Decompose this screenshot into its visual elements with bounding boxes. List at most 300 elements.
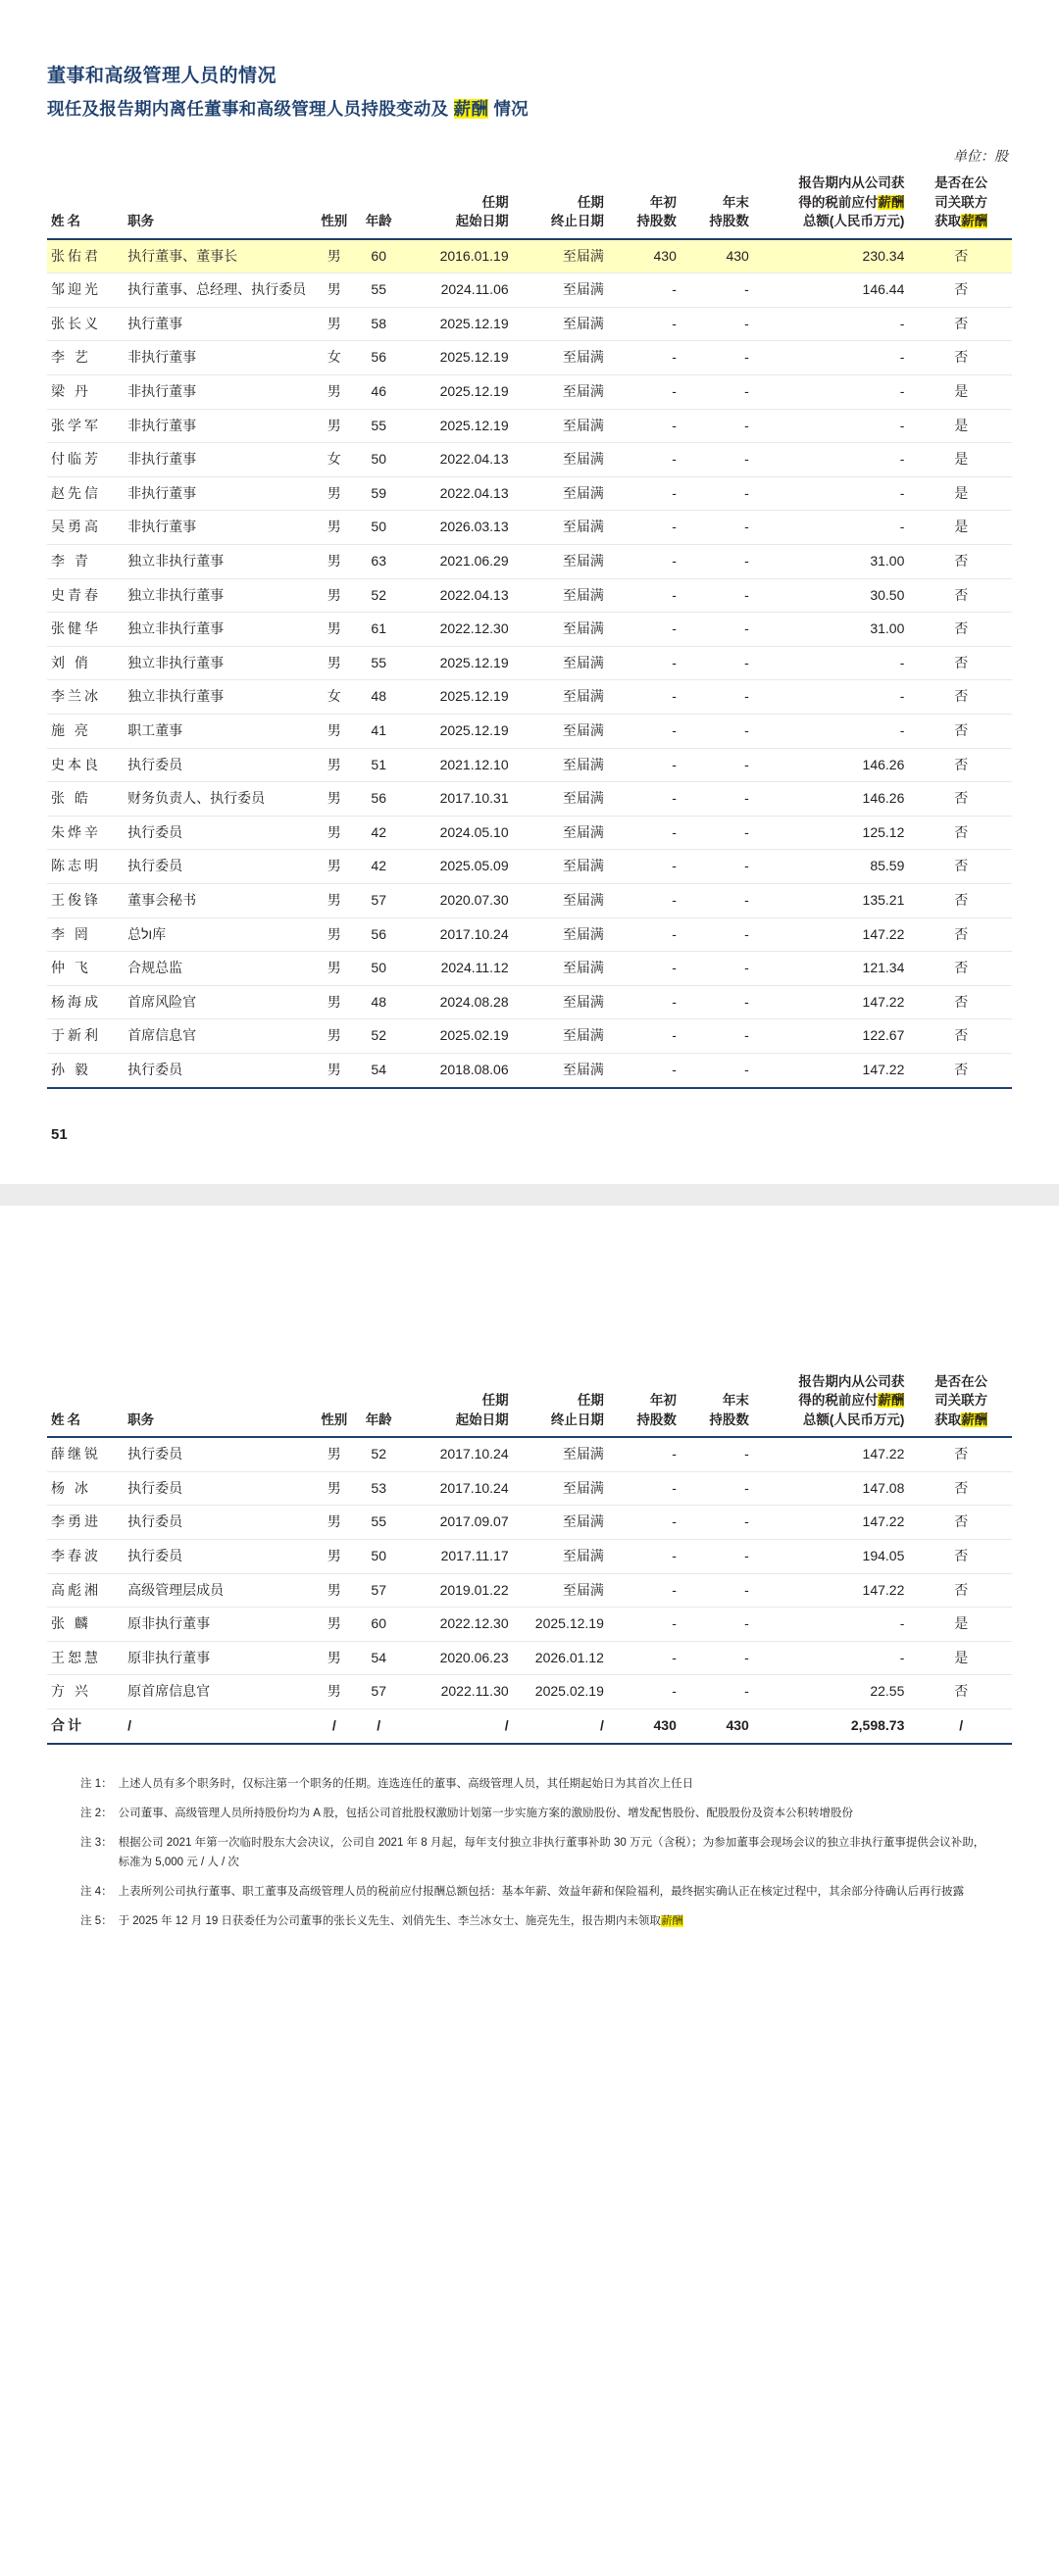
col-header-related-party [910,173,1012,239]
cell-term-start: 2017.10.31 [403,782,515,817]
cell-term-start: 2025.02.19 [403,1019,515,1054]
total-shares-begin: 430 [610,1709,682,1743]
cell-post: 执行董事 [122,307,314,341]
cell-post: 独立非执行董事 [122,545,314,579]
cell-sex: 男 [327,1061,341,1077]
cell-related-party: 是 [910,375,1012,410]
col2-header-term-end-line2: 终止日期 [550,1412,604,1427]
cell-age: 56 [355,917,403,952]
cell-remuneration: 146.26 [755,748,911,782]
cell-post: 原非执行董事 [122,1641,314,1675]
cell-age: 54 [355,1641,403,1675]
cell-sex: 男 [314,1471,355,1506]
directors-table-part2 [47,1372,1012,1745]
cell-shares-end: - [682,715,755,749]
table-row [47,545,1012,579]
cell-remuneration: 194.05 [755,1540,911,1574]
col2-header-term-end-line1: 任期 [577,1393,604,1409]
cell-shares-begin: - [610,985,682,1019]
cell-age: 55 [355,646,403,680]
cell-name: 邹迎光 [47,273,122,308]
cell-shares-end: - [682,476,755,511]
table-row [47,476,1012,511]
col2-header-term-start-line2: 起始日期 [455,1412,509,1427]
col2-header-remuneration [755,1372,911,1438]
cell-name: 于新利 [47,1019,122,1054]
col2-header-related-party-line3: 获取薪酬 [934,1412,988,1427]
cell-remuneration: - [755,375,911,410]
cell-term-end: 至届满 [515,511,610,545]
cell-shares-begin: - [610,782,682,817]
table-row [47,715,1012,749]
cell-term-end: 至届满 [515,476,610,511]
footnote-text: 根据公司 2021 年第一次临时股东大会决议，公司自 2021 年 8 月起，每年支付独立非执行董事补助 30 万元（含税）；为参加董事会现场会议的独立非执行董事提供会议补助，标准为 5,000 元 / 人 / 次 [118,1836,985,1868]
cell-term-start: 2024.11.06 [403,273,515,308]
cell-term-end: 至届满 [515,646,610,680]
cell-name: 朱烨辛 [47,816,122,850]
col-header-term-start [403,173,515,239]
cell-term-start: 2017.09.07 [403,1506,515,1540]
cell-sex: 男 [314,1019,355,1054]
cell-term-start: 2025.12.19 [403,341,515,375]
footnote-text: 上表所列公司执行董事、职工董事及高级管理人员的税前应付报酬总额包括：基本年薪、效益年薪和保险福利，最终据实确认正在核定过程中，其余部分待确认后再行披露 [118,1886,965,1899]
cell-term-end: 至届满 [515,952,610,986]
cell-name: 王俊锋 [47,883,122,917]
cell-term-end: 至届满 [515,409,610,443]
total-term-end: / [515,1709,610,1743]
cell-term-start: 2022.11.30 [403,1675,515,1709]
cell-age: 57 [355,1573,403,1608]
cell-shares-begin: - [610,850,682,884]
table-row [47,511,1012,545]
cell-age: 55 [355,409,403,443]
cell-post: 职工董事 [122,715,314,749]
cell-shares-end: - [682,1019,755,1054]
cell-shares-end: - [682,850,755,884]
cell-name: 张 皓 [47,782,122,817]
col-header-shares-begin-line1: 年初 [649,194,677,210]
col2-header-remuneration-line3: 总额(人民币万元) [802,1412,905,1427]
cell-related-party: 否 [910,545,1012,579]
cell-remuneration: 147.22 [755,1437,911,1471]
cell-term-start: 2025.12.19 [403,646,515,680]
cell-name: 张佑君 [47,239,122,273]
col2-header-related-party-line2: 司关联方 [934,1393,988,1409]
cell-shares-begin: - [610,409,682,443]
col-header-term-start-line2: 起始日期 [455,214,509,229]
col-header-term-end-line2: 终止日期 [550,214,604,229]
bottom-spacer [47,1941,1012,2029]
cell-shares-begin: - [610,273,682,308]
table-row [47,850,1012,884]
footnote [80,1911,992,1931]
col2-header-name: 姓名 [47,1372,122,1438]
cell-shares-begin: - [610,443,682,477]
cell-term-start: 2022.04.13 [403,578,515,613]
cell-age: 56 [355,341,403,375]
col2-header-term-start [403,1372,515,1438]
table-row [47,307,1012,341]
cell-term-end: 至届满 [515,273,610,308]
cell-remuneration: 122.67 [755,1019,911,1054]
cell-name: 李兰冰 [47,680,122,715]
cell-shares-begin: - [610,816,682,850]
col2-header-term-end [515,1372,610,1438]
cell-term-start: 2017.10.24 [403,1471,515,1506]
cell-post: 非执行董事 [122,409,314,443]
cell-sex: 女 [314,443,355,477]
cell-shares-end: - [682,375,755,410]
cell-name: 李 青 [47,545,122,579]
cell-name: 高彪湘 [47,1573,122,1608]
cell-shares-begin: - [610,680,682,715]
cell-term-start: 2025.12.19 [403,715,515,749]
cell-age: 57 [355,883,403,917]
cell-shares-end: - [682,952,755,986]
table-row [47,782,1012,817]
cell-shares-begin: - [610,952,682,986]
cell-term-end: 至届满 [562,1061,604,1077]
cell-term-start: 2025.12.19 [403,409,515,443]
cell-name: 王恕慧 [47,1641,122,1675]
cell-sex: 男 [314,375,355,410]
cell-remuneration: 146.26 [755,782,911,817]
cell-sex: 男 [314,1641,355,1675]
col-header-term-end [515,173,610,239]
cell-term-start: 2019.01.22 [403,1573,515,1608]
cell-term-end: 2025.02.19 [515,1675,610,1709]
cell-term-start: 2016.01.19 [403,239,515,273]
cell-shares-begin: - [610,1573,682,1608]
cell-remuneration: 121.34 [755,952,911,986]
cell-shares-begin: - [610,1437,682,1471]
cell-name: 付临芳 [47,443,122,477]
cell-post: 执行董事、总经理、执行委员 [122,273,314,308]
cell-age: 42 [355,850,403,884]
cell-shares-begin: - [610,883,682,917]
footnote-label: 注 4： [80,1886,113,1899]
cell-age: 60 [355,239,403,273]
cell-post: 合规总监 [122,952,314,986]
col2-header-term-start-line1: 任期 [481,1393,509,1409]
cell-term-end: 至届满 [515,748,610,782]
cell-shares-begin: - [610,646,682,680]
cell-post: 原非执行董事 [122,1608,314,1642]
cell-shares-begin: - [610,917,682,952]
cell-related-party: 否 [910,646,1012,680]
cell-name: 张 麟 [47,1608,122,1642]
cell-remuneration: 22.55 [755,1675,911,1709]
col-header-shares-begin-line2: 持股数 [636,214,677,229]
cell-age: 51 [355,748,403,782]
cell-age: 52 [355,1437,403,1471]
col-header-term-end-line1: 任期 [577,194,604,210]
cell-term-start: 2020.07.30 [403,883,515,917]
cell-related-party: 是 [910,443,1012,477]
table-row [47,1053,1012,1087]
cell-post: 执行董事、董事长 [122,239,314,273]
cell-shares-begin: - [610,1641,682,1675]
page-subtitle-part2: 情况 [488,99,529,119]
cell-remuneration: - [755,680,911,715]
cell-remuneration: 147.22 [755,917,911,952]
table-row [47,341,1012,375]
table-row [47,1641,1012,1675]
col-header-related-party-highlight: 薪酬 [961,214,988,229]
footnote-text: 公司董事、高级管理人员所持股份均为 A 股，包括公司首批股权激励计划第一步实施方案的激励股份、增发配售股份、配股股份及资本公积转增股份 [118,1807,854,1819]
cell-term-end: 至届满 [515,307,610,341]
page-top-section [0,0,1059,1143]
table-header-part2 [47,1372,1012,1438]
cell-post: 独立非执行董事 [122,680,314,715]
cell-term-start: 2024.08.28 [403,985,515,1019]
cell-shares-begin: - [610,1608,682,1642]
cell-term-start: 2024.11.12 [403,952,515,986]
total-sex: / [314,1709,355,1743]
table-header-part1 [47,173,1012,239]
cell-term-start: 2025.05.09 [403,850,515,884]
cell-term-end: 至届满 [515,680,610,715]
cell-shares-begin: - [610,1019,682,1054]
col2-header-age: 年龄 [355,1372,403,1438]
cell-related-party: 否 [910,578,1012,613]
cell-term-start: 2025.12.19 [403,307,515,341]
cell-related-party: 否 [910,1506,1012,1540]
cell-related-party: 否 [910,273,1012,308]
cell-sex: 男 [314,917,355,952]
cell-sex: 男 [314,850,355,884]
col-header-remuneration-line1: 报告期内从公司获 [798,175,905,190]
col-header-related-party-line2: 司关联方 [934,194,988,210]
cell-name: 杨 冰 [47,1471,122,1506]
cell-name: 方 兴 [47,1675,122,1709]
cell-post: 执行委员 [122,1540,314,1574]
cell-post: 执行委员 [122,748,314,782]
page-bottom-section [0,1206,1059,2030]
cell-name: 刘 俏 [47,646,122,680]
cell-age: 55 [355,1506,403,1540]
cell-shares-begin: - [672,1061,677,1077]
cell-post: 执行委员 [122,850,314,884]
page-separator [0,1184,1059,1206]
col2-header-related-party-highlight: 薪酬 [961,1412,988,1427]
cell-shares-end: - [682,307,755,341]
cell-term-end: 2026.01.12 [515,1641,610,1675]
table-row [47,680,1012,715]
cell-shares-end: - [682,273,755,308]
table-row [47,1573,1012,1608]
cell-age: 61 [355,613,403,647]
cell-related-party: 否 [910,782,1012,817]
cell-shares-end: - [682,1506,755,1540]
table-row [47,883,1012,917]
cell-term-start: 2022.04.13 [403,476,515,511]
cell-shares-begin: - [610,545,682,579]
col-header-remuneration-highlight: 薪酬 [878,194,905,210]
cell-term-end: 至届满 [515,917,610,952]
cell-term-start: 2025.12.19 [403,680,515,715]
page-title: 董事和高级管理人员的情况 [47,66,277,86]
cell-name: 孙 毅 [51,1061,91,1077]
cell-age: 53 [355,1471,403,1506]
col2-header-related-party-line1: 是否在公 [934,1373,988,1389]
col-header-related-party-line1: 是否在公 [934,175,988,190]
cell-sex: 男 [314,646,355,680]
table-row [47,1506,1012,1540]
cell-name: 仲 飞 [47,952,122,986]
table-row [47,443,1012,477]
cell-name: 陈志明 [47,850,122,884]
cell-term-start: 2021.12.10 [403,748,515,782]
cell-term-start: 2017.11.17 [403,1540,515,1574]
cell-sex: 男 [314,1540,355,1574]
table-row [47,613,1012,647]
unit-label: 单位：股 [953,148,1008,164]
cell-shares-begin: - [610,1506,682,1540]
table-body-part1 [47,239,1012,1088]
cell-shares-end: - [682,782,755,817]
cell-name: 李 艺 [47,341,122,375]
cell-remuneration: - [755,409,911,443]
page-subtitle-highlight: 薪酬 [453,99,489,119]
page-subtitle [47,96,1012,121]
cell-term-end: 至届满 [515,1471,610,1506]
cell-related-party: 否 [910,917,1012,952]
cell-age: 50 [355,1540,403,1574]
table-row [47,578,1012,613]
cell-term-end: 至届满 [515,1437,610,1471]
cell-name: 史本良 [47,748,122,782]
cell-shares-begin: - [610,476,682,511]
cell-post: 独立非执行董事 [122,578,314,613]
cell-sex: 男 [314,782,355,817]
cell-term-end: 至届满 [515,1573,610,1608]
cell-post: 原首席信息官 [122,1675,314,1709]
col-header-shares-end [682,173,755,239]
col-header-remuneration-line2: 得的税前应付薪酬 [798,194,905,210]
cell-shares-end: - [682,816,755,850]
col-header-shares-end-line2: 持股数 [709,214,749,229]
cell-related-party: 否 [910,985,1012,1019]
table-body-part2 [47,1437,1012,1743]
total-related-party: / [910,1709,1012,1743]
cell-age: 50 [355,952,403,986]
cell-shares-begin: - [610,1540,682,1574]
top-spacer [47,1206,1012,1372]
cell-shares-begin: - [610,307,682,341]
total-age: / [355,1709,403,1743]
cell-related-party: 否 [910,850,1012,884]
cell-term-end: 至届满 [515,443,610,477]
cell-name: 张健华 [47,613,122,647]
cell-related-party: 否 [910,239,1012,273]
total-label: 合计 [47,1709,122,1743]
cell-related-party: 是 [910,409,1012,443]
cell-age: 60 [355,1608,403,1642]
cell-shares-end: - [682,680,755,715]
title-block [47,0,1012,121]
footnote-label: 注 2： [80,1807,113,1819]
table-row [47,1019,1012,1054]
cell-shares-begin: - [610,1471,682,1506]
cell-post: 执行委员 [122,1437,314,1471]
cell-shares-end: - [682,443,755,477]
cell-sex: 男 [314,273,355,308]
footnote [80,1774,992,1794]
cell-sex: 男 [314,748,355,782]
cell-remuneration: 125.12 [755,816,911,850]
cell-shares-end: - [682,409,755,443]
cell-age: 55 [355,273,403,308]
cell-post: 执行委员 [122,1471,314,1506]
cell-name: 赵先信 [47,476,122,511]
cell-remuneration: 85.59 [755,850,911,884]
cell-remuneration: 230.34 [755,239,911,273]
cell-remuneration: - [755,443,911,477]
total-term-start: / [403,1709,515,1743]
cell-shares-begin: - [610,748,682,782]
cell-sex: 女 [314,341,355,375]
cell-related-party: 否 [910,680,1012,715]
cell-name: 李勇进 [47,1506,122,1540]
cell-remuneration: 147.22 [755,1506,911,1540]
cell-shares-end: - [682,341,755,375]
cell-age: 52 [355,578,403,613]
cell-name: 李 罔 [47,917,122,952]
cell-related-party: 否 [910,715,1012,749]
cell-related-party: 是 [910,1608,1012,1642]
table-row [47,1471,1012,1506]
cell-related-party: 否 [910,341,1012,375]
cell-name: 吴勇高 [47,511,122,545]
cell-term-end: 至届满 [515,1506,610,1540]
cell-related-party: 是 [910,511,1012,545]
col-header-age: 年龄 [355,173,403,239]
cell-sex: 男 [314,613,355,647]
cell-sex: 男 [314,239,355,273]
cell-term-end: 至届满 [515,985,610,1019]
table-row [47,1540,1012,1574]
cell-related-party: 否 [910,748,1012,782]
cell-age: 52 [355,1019,403,1054]
cell-age: 46 [355,375,403,410]
footnote-text: 上述人员有多个职务时，仅标注第一个职务的任期。连选连任的董事、高级管理人员，其任期起始日为其首次上任日 [118,1777,694,1790]
table-row [47,985,1012,1019]
col2-header-shares-end [682,1372,755,1438]
cell-term-start: 2022.04.13 [403,443,515,477]
col-header-shares-begin [610,173,682,239]
cell-name: 杨海成 [47,985,122,1019]
cell-shares-begin: - [610,715,682,749]
cell-related-party: 否 [910,952,1012,986]
cell-shares-end: - [682,545,755,579]
cell-related-party: 否 [910,1471,1012,1506]
cell-sex: 男 [314,1608,355,1642]
cell-term-end: 2025.12.19 [515,1608,610,1642]
footnote-label: 注 5： [80,1915,113,1928]
cell-sex: 男 [314,883,355,917]
cell-shares-begin: - [610,1675,682,1709]
cell-shares-begin: - [610,578,682,613]
table-row [47,1608,1012,1642]
cell-term-end: 至届满 [515,782,610,817]
cell-term-end: 至届满 [515,715,610,749]
table-row [47,917,1012,952]
table-row [47,1675,1012,1709]
cell-remuneration: 30.50 [755,578,911,613]
cell-remuneration: 147.22 [862,1061,905,1077]
cell-shares-end: - [682,1437,755,1471]
